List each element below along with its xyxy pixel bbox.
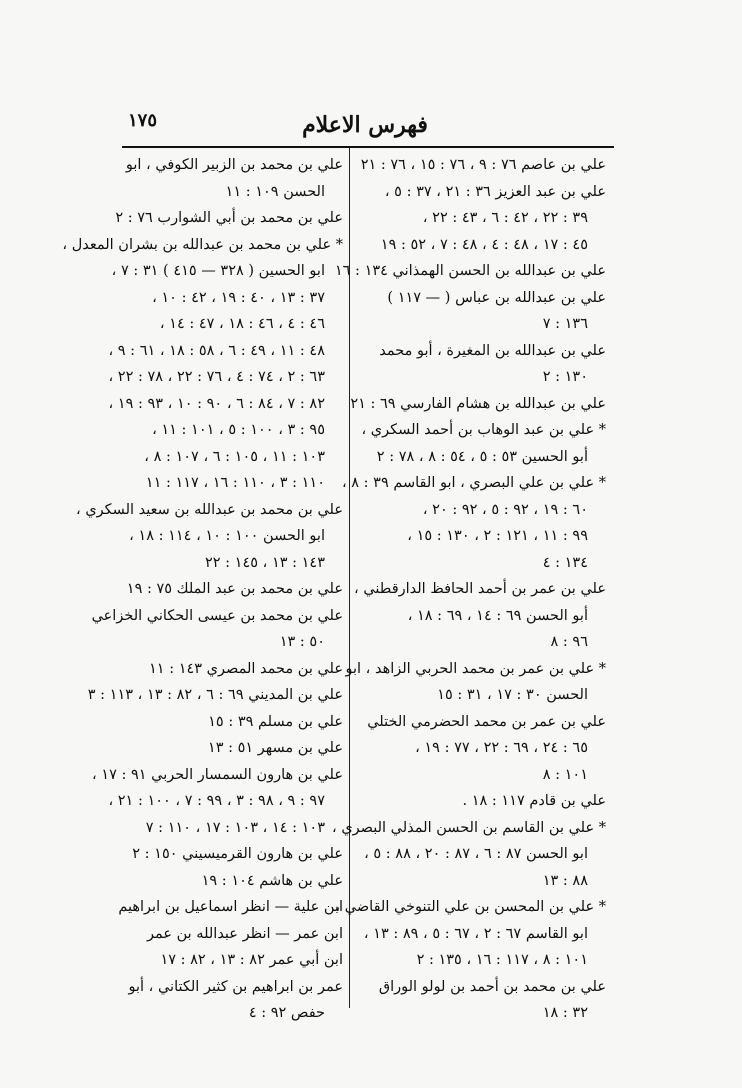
entry-reference-line: الحسن ١٠٩ : ١١ [225,183,325,200]
entry-name-line: علي بن عبد العزيز ٣٦ : ٢١ ، ٣٧ : ٥ ، [384,183,606,200]
index-entry [358,974,606,1027]
index-entry [358,179,606,259]
index-entry [91,603,343,656]
entry-name-line: علي بن محمد بن عيسى الحكاني الخزاعي [91,607,343,624]
entry-name-line: * علي بن علي البصري ، ابو القاسم ٣٩ : ٨ ، [341,475,606,491]
index-entry [358,152,606,179]
entry-reference-line: ١٠١ : ٨ ، ١١٧ : ١٦ ، ١٣٥ : ٢ [416,952,588,968]
entry-reference-line: ١١٠ : ٣ ، ١١٠ : ١٦ ، ١١٧ : ١١ [145,475,325,491]
entry-name-line: علي بن قادم ١١٧ : ١٨ . [462,793,606,809]
entry-name-line: علي بن عاصم ٧٦ : ٩ ، ٧٦ : ١٥ ، ٧٦ : ٢١ [360,157,606,173]
entry-reference-line: ١٣٦ : ٧ [542,316,588,332]
entry-name-line: * علي بن القاسم بن الحسن المذلي البصري ، [332,819,606,836]
entry-name-line: ابن علية — انظر اسماعيل بن ابراهيم [118,899,343,915]
entry-reference-line: ١٣٠ : ٢ [542,369,588,385]
entry-reference-line: ١٣٤ : ٤ [542,554,588,571]
index-entry [358,338,606,391]
entry-name-line: علي بن هارون القرميسيني ١٥٠ : ٢ [132,846,343,862]
page-title: فهرس الاعلام [302,112,428,138]
entry-reference-line: ٩٥ : ٣ ، ١٠٠ : ٥ ، ١٠١ : ١١ ، [152,422,325,438]
index-entry [334,258,606,285]
index-entry [62,232,343,497]
entry-name-line: * علي بن محمد بن عبدالله بن بشران المعدل ، [62,236,343,253]
entry-reference-line: ابو القاسم ٦٧ : ٢ ، ٦٧ : ٥ ، ٨٩ : ١٣ ، [363,925,588,942]
entry-name-line: * علي بن عبد الوهاب بن أحمد السكري ، [361,422,606,438]
index-entry [98,894,343,921]
entry-reference-line: ٣٩ : ٢٢ ، ٤٢ : ٦ ، ٤٣ : ٢٢ ، [422,210,588,226]
index-column-right [332,152,606,1027]
entry-name-line: علي بن مسلم ٣٩ : ١٥ [208,713,343,730]
entry-name-line: علي بن المديني ٦٩ : ٦ ، ٨٢ : ١٣ ، ١١٣ : ٣ [87,687,343,703]
entry-name-line: علي بن عبدالله بن هشام الفارسي ٦٩ : ٢١ [350,395,606,412]
entry-reference-line: ١٠٣ : ١٤ ، ١٠٣ : ١٧ ، ١١٠ : ٧ [145,819,325,836]
entry-reference-line: ٥٠ : ١٣ [279,634,325,650]
entry-reference-line: ٣٧ : ١٣ ، ٤٠ : ١٩ ، ٤٢ : ١٠ ، [152,289,325,306]
entry-name-line: علي بن محمد بن عبد الملك ٧٥ : ١٩ [126,581,343,597]
entry-reference-line: ٩٦ : ٨ [550,634,588,650]
entry-name-line: علي بن محمد المصري ١٤٣ : ١١ [149,660,343,677]
index-entry [92,762,343,842]
index-entry [98,974,343,1027]
index-entry [341,470,606,576]
entry-reference-line: ١٠٣ : ١١ ، ١٠٥ : ٦ ، ١٠٧ : ٨ ، [144,448,325,465]
entry-reference-line: حفص ٩٢ : ٤ [248,1005,325,1021]
index-entry [350,391,606,418]
index-entry [358,788,606,815]
entry-name-line: علي بن هاشم ١٠٤ : ١٩ [201,872,343,889]
entry-reference-line: ٦٠ : ١٩ ، ٩٢ : ٥ ، ٩٢ : ٢٠ ، [422,501,588,518]
index-entry [87,682,343,709]
index-entry [76,497,343,577]
entry-reference-line: ابو الحسن ٨٧ : ٦ ، ٨٧ : ٢٠ ، ٨٨ : ٥ ، [364,846,588,862]
index-entry [358,417,606,470]
entry-reference-line: ١٤٣ : ١٣ ، ١٤٥ : ٢٢ [204,554,325,571]
entry-reference-line: ابو الحسن ١٠٠ : ١٠ ، ١١٤ : ١٨ ، [129,528,325,544]
entry-reference-line: الحسن ٣٠ : ١٧ ، ٣١ : ١٥ [437,687,588,703]
entry-reference-line: ١٠١ : ٨ [542,766,588,783]
entry-reference-line: ٤٥ : ١٧ ، ٤٨ : ٤ ، ٤٨ : ٧ ، ٥٢ : ١٩ [380,236,588,253]
entry-reference-line: ٩٩ : ١١ ، ١٢١ : ٢ ، ١٣٠ : ١٥ ، [407,528,588,544]
entry-name-line: علي بن محمد بن عبدالله بن سعيد السكري ، [76,501,343,518]
entry-name-line: علي بن هارون السمسار الحربي ٩١ : ١٧ ، [92,766,343,783]
entry-name-line: ابن عمر — انظر عبدالله بن عمر [146,925,343,942]
index-entry [98,841,343,868]
index-entry [358,285,606,338]
index-entry [354,576,606,656]
entry-reference-line: ابو الحسين ( ٣٢٨ — ٤١٥ ) ٣١ : ٧ ، [111,263,325,279]
index-entry [98,921,343,948]
index-entry [98,868,343,895]
entry-reference-line: ٨٨ : ١٣ [542,872,588,889]
entry-name-line: علي بن عمر بن محمد الحضرمي الختلي [367,713,606,730]
index-entry [345,656,606,709]
index-entry [98,205,343,232]
index-column-left [62,152,343,1027]
page-number: ١٧٥ [128,110,158,131]
index-entry [358,709,606,789]
entry-name-line: علي بن محمد بن الزبير الكوفي ، ابو [125,157,343,173]
index-entry [98,152,343,205]
entry-reference-line: ٣٢ : ١٨ [542,1005,588,1021]
entry-reference-line: ٤٦ : ٤ ، ٤٦ : ١٨ ، ٤٧ : ١٤ ، [159,316,325,332]
entry-name-line: علي بن عبدالله بن المغيرة ، أبو محمد [379,342,606,359]
index-entry [335,894,606,974]
entry-name-line: علي بن عبدالله بن عباس ( — ١١٧ ) [387,289,606,306]
entry-name-line: عمر بن ابراهيم بن كثير الكتاني ، أبو [128,978,343,995]
entry-name-line: * علي بن عمر بن محمد الحربي الزاهد ، ابو [345,660,606,677]
entry-reference-line: ٦٣ : ٢ ، ٧٤ : ٤ ، ٧٦ : ٢٢ ، ٧٨ : ٢٢ ، [108,369,325,385]
entry-reference-line: ٦٥ : ٢٤ ، ٦٩ : ٢٢ ، ٧٧ : ١٩ ، [415,740,588,756]
index-entry [98,576,343,603]
entry-name-line: علي بن محمد بن أبي الشوارب ٧٦ : ٢ [115,210,343,226]
index-entry [98,735,343,762]
entry-reference-line: ٩٧ : ٩ ، ٩٨ : ٣ ، ٩٩ : ٧ ، ١٠٠ : ٢١ ، [108,793,325,809]
entry-name-line: علي بن عمر بن أحمد الحافظ الدارقطني ، [354,581,606,597]
index-entry [98,656,343,683]
entry-name-line: علي بن مسهر ٥١ : ١٣ [207,740,343,756]
index-entry [98,709,343,736]
entry-name-line: ابن أبي عمر ٨٢ : ١٣ ، ٨٢ : ١٧ [160,952,343,968]
entry-name-line: علي بن عبدالله بن الحسن الهمذاني ١٣٤ : ١٦ [334,263,606,279]
entry-reference-line: أبو الحسن ٦٩ : ١٤ ، ٦٩ : ١٨ ، [407,607,588,624]
header-rule [122,146,614,148]
entry-reference-line: ٨٢ : ٧ ، ٨٤ : ٦ ، ٩٠ : ١٠ ، ٩٣ : ١٩ ، [108,395,325,412]
entry-name-line: علي بن محمد بن أحمد بن لولو الوراق [378,978,606,995]
entry-name-line: * علي بن المحسن بن علي التنوخي القاضي ، [335,899,606,915]
index-entry [332,815,606,895]
entry-reference-line: أبو الحسين ٥٣ : ٥ ، ٥٤ : ٨ ، ٧٨ : ٢ [376,448,588,465]
entry-reference-line: ٤٨ : ١١ ، ٤٩ : ٦ ، ٥٨ : ١٨ ، ٦١ : ٩ ، [108,342,325,359]
index-entry [98,947,343,974]
